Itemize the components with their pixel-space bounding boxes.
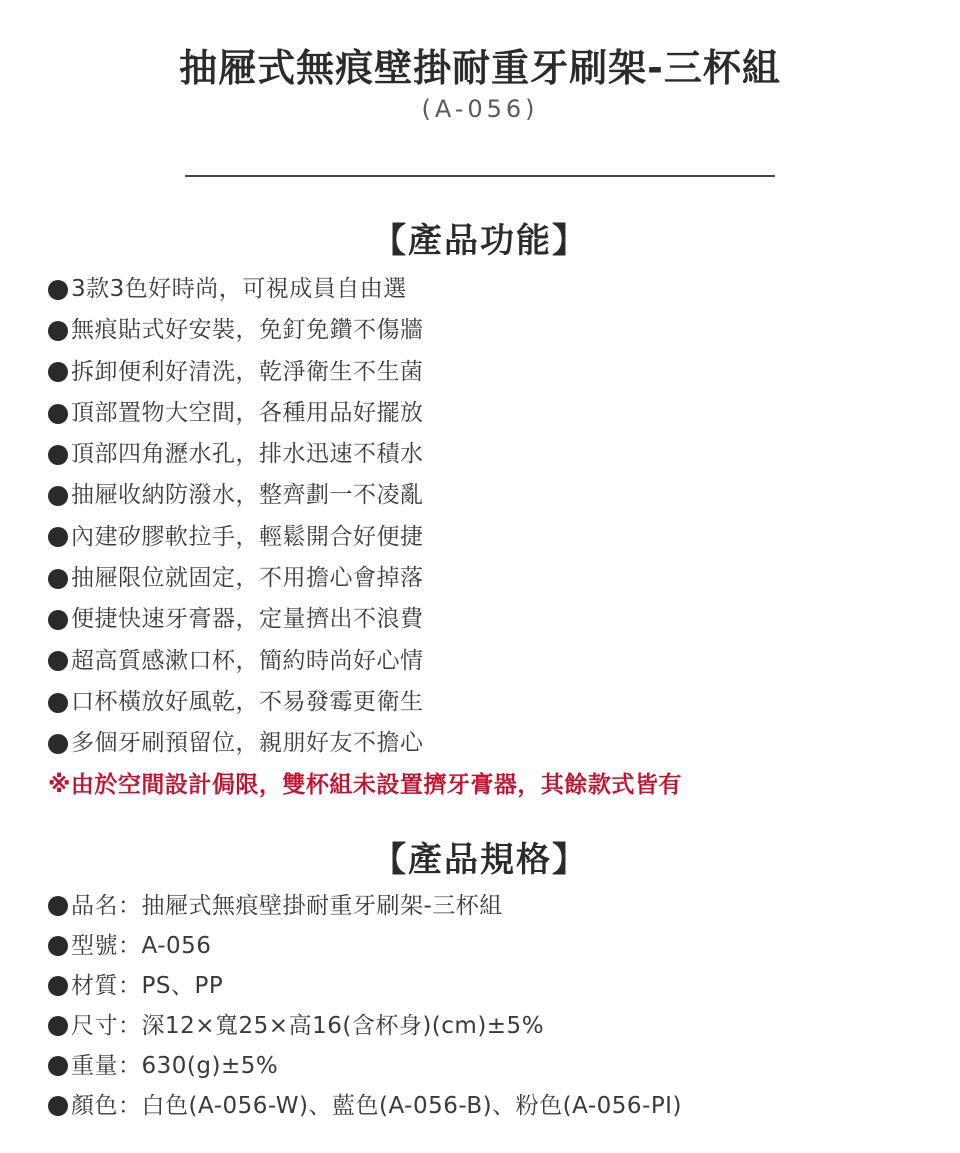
bullet-icon <box>48 445 68 465</box>
bullet-icon <box>48 1016 68 1036</box>
bullet-icon <box>48 936 68 956</box>
feature-item <box>48 682 682 723</box>
feature-item <box>48 352 682 393</box>
spec-text: 顏色：白色(A-056-W)、藍色(A-056-B)、粉色(A-056-PI) <box>71 1093 682 1119</box>
bullet-icon <box>48 651 68 671</box>
feature-item <box>48 599 682 640</box>
feature-text: 抽屜限位就固定，不用擔心會掉落 <box>71 565 424 592</box>
bullet-icon <box>48 976 68 996</box>
feature-text: 頂部四角瀝水孔，排水迅速不積水 <box>71 441 424 468</box>
spec-item <box>48 926 682 966</box>
bullet-icon <box>48 527 68 547</box>
feature-item <box>48 393 682 434</box>
spec-text: 重量：630(g)±5% <box>71 1053 279 1079</box>
spec-text: 尺寸：深12×寬25×高16(含杯身)(cm)±5% <box>71 1013 545 1039</box>
bullet-icon <box>48 610 68 630</box>
spec-text: 品名：抽屜式無痕壁掛耐重牙刷架-三杯組 <box>71 893 503 919</box>
bullet-icon <box>48 486 68 506</box>
product-model-number: (A-056) <box>421 95 539 123</box>
bullet-icon <box>48 362 68 382</box>
feature-text: 便捷快速牙膏器，定量擠出不浪費 <box>71 606 424 633</box>
feature-text: 無痕貼式好安裝，免釘免鑽不傷牆 <box>71 317 424 344</box>
feature-item <box>48 558 682 599</box>
feature-text: 拆卸便利好清洗，乾淨衛生不生菌 <box>71 358 424 385</box>
feature-item <box>48 434 682 475</box>
feature-text: 頂部置物大空間，各種用品好擺放 <box>71 399 424 426</box>
bullet-icon <box>48 693 68 713</box>
bullet-icon <box>48 404 68 424</box>
bullet-icon <box>48 1096 68 1116</box>
bullet-icon <box>48 321 68 341</box>
feature-note: ※由於空間設計侷限，雙杯組未設置擠牙膏器，其餘款式皆有 <box>48 771 682 798</box>
bullet-icon <box>48 280 68 300</box>
product-title: 抽屜式無痕壁掛耐重牙刷架-三杯組 <box>179 46 781 90</box>
feature-item <box>48 517 682 558</box>
feature-text: 內建矽膠軟拉手，輕鬆開合好便捷 <box>71 523 424 550</box>
feature-text: 抽屜收納防潑水，整齊劃一不凌亂 <box>71 482 424 509</box>
specs-heading: 【產品規格】 <box>372 840 588 880</box>
header-divider <box>185 175 775 177</box>
spec-text: 材質：PS、PP <box>71 973 224 999</box>
feature-text: 超高質感漱口杯，簡約時尚好心情 <box>71 647 424 674</box>
spec-item <box>48 886 682 926</box>
spec-item <box>48 1006 682 1046</box>
spec-item <box>48 1086 682 1126</box>
bullet-icon <box>48 896 68 916</box>
specs-list <box>48 886 682 1126</box>
feature-item <box>48 475 682 516</box>
feature-item <box>48 310 682 351</box>
bullet-icon <box>48 569 68 589</box>
spec-text: 型號：A-056 <box>71 933 212 959</box>
features-heading: 【產品功能】 <box>372 221 588 261</box>
feature-item <box>48 723 682 764</box>
features-list <box>48 269 682 806</box>
bullet-icon <box>48 734 68 754</box>
feature-text: 3款3色好時尚，可視成員自由選 <box>71 276 407 302</box>
spec-item <box>48 966 682 1006</box>
feature-item <box>48 641 682 682</box>
feature-text: 多個牙刷預留位，親朋好友不擔心 <box>71 730 424 757</box>
spec-item <box>48 1046 682 1086</box>
feature-item <box>48 269 682 310</box>
bullet-icon <box>48 1056 68 1076</box>
feature-text: 口杯橫放好風乾，不易發霉更衛生 <box>71 688 424 715</box>
